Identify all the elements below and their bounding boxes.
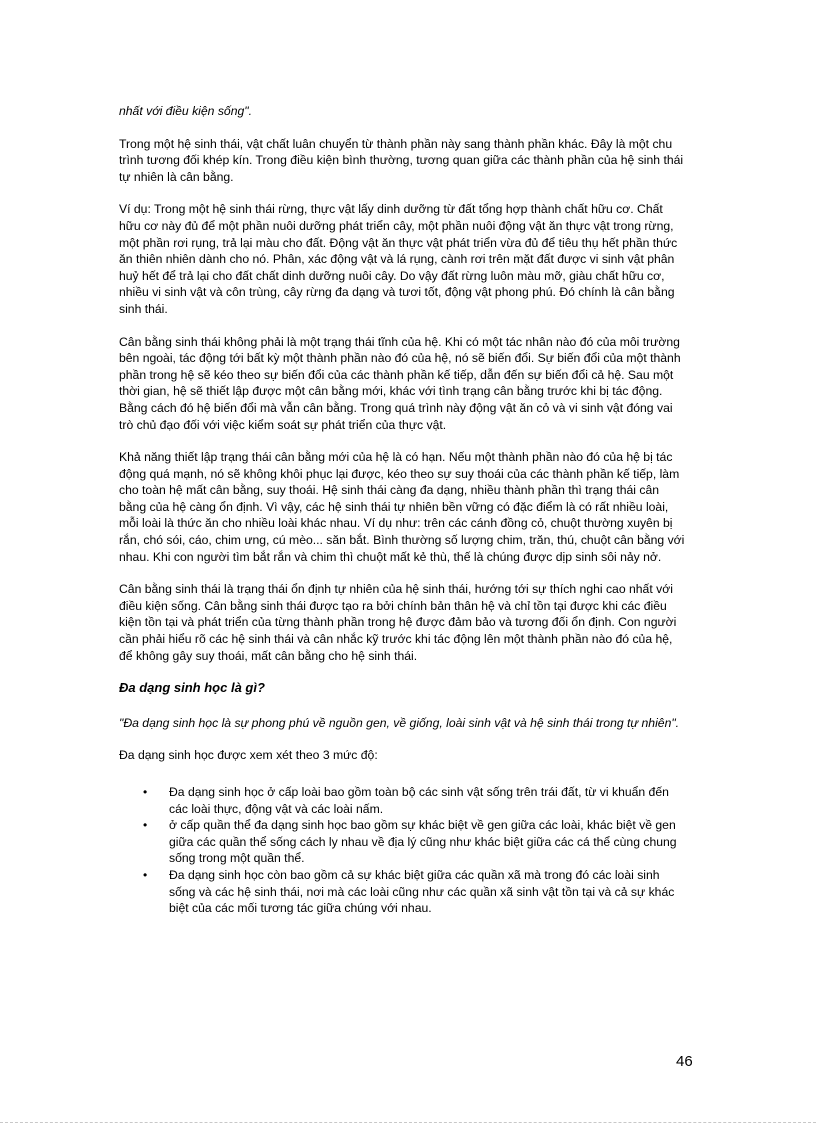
list-item-text: Đa dạng sinh học còn bao gồm cả sự khác biệt giữa các quần xã mà trong đó các loài sinh sống và các hệ sinh thái, nơi mà các loài cũng như các quần xã sinh vật tồn tại và cả sự khác biệt của các mối tương tác giữa chúng với nhau.	[169, 867, 675, 916]
paragraph-cycle: Trong một hệ sinh thái, vật chất luân chuyển từ thành phần này sang thành phần khác. Đây là một chu trình tương đối khép kín. Trong điều kiện bình thường, tương quan giữa các thành phần của hệ sinh thái tự nhiên là cân bằng.	[119, 136, 684, 184]
list-item	[119, 817, 687, 867]
page-content	[119, 103, 687, 917]
list-item	[119, 867, 687, 917]
list-item-text: Đa dạng sinh học ở cấp loài bao gồm toàn bộ các sinh vật sống trên trái đất, từ vi khuẩn đến các loài thực, động vật và các loài nấm.	[169, 785, 669, 816]
paragraph-limited-capacity: Khả năng thiết lập trạng thái cân bằng mới của hệ là có hạn. Nếu một thành phần nào đó của hệ bị tác động quá mạnh, nó sẽ không khôi phục lại được, kéo theo sự suy thoái của các thành phần kế tiếp, làm cho toàn hệ mất cân bằng, suy thoái. Hệ sinh thái càng đa dạng, nhiều thành phần thì trạng thái cân bằng của hệ càng ổn định. Vì vậy, các hệ sinh thái tự nhiên bền vững có đặc điểm là có rất nhiều loài, mỗi loài là thức ăn cho nhiều loài khác nhau. Ví dụ như: trên các cánh đồng cỏ, chuột thường xuyên bị rắn, chó sói, cáo, chim ưng, cú mèo... săn bắt. Bình thường số lượng chim, trăn, thú, chuột cân bằng với nhau. Khi con người tìm bắt rắn và chim thì chuột mất kẻ thù, thế là chúng được dịp sinh sôi nảy nở.	[119, 450, 685, 564]
bullet-icon: •	[143, 818, 148, 833]
levels-intro: Đa dạng sinh học được xem xét theo 3 mức độ:	[119, 748, 378, 763]
bullet-icon: •	[143, 785, 148, 799]
top-fragment: nhất với điều kiện sống".	[119, 104, 252, 118]
paragraph-definition-balance: Cân bằng sinh thái là trạng thái ổn định tự nhiên của hệ sinh thái, hướng tới sự thích nghi cao nhất với điều kiện sống. Cân bằng sinh thái được tạo ra bởi chính bản thân hệ và chỉ tồn tại được khi các điều kiện tồn tại và phát triển của từng thành phần trong hệ được đảm bảo và tương đối ổn định. Con người cần phải hiểu rõ các hệ sinh thái và cân nhắc kỹ trước khi tác động lên một thành phần nào đó của hệ, để không gây suy thoái, mất cân bằng cho hệ sinh thái.	[119, 582, 677, 663]
levels-list	[119, 784, 687, 917]
list-item-text: ở cấp quần thể đa dạng sinh học bao gồm sự khác biệt về gen giữa các loài, khác biệt về gen giữa các quần thể sống cách ly nhau về địa lý cũng như khác biệt giữa các cá thể cùng chung sống trong một quần thể.	[169, 818, 677, 866]
paragraph-forest-example: Ví dụ: Trong một hệ sinh thái rừng, thực vật lấy dinh dưỡng từ đất tổng hợp thành chất hữu cơ. Chất hữu cơ này đủ để một phần nuôi dưỡng phát triển cây, một phần nuôi động vật ăn thực vật trong rừng, một phần rơi rụng, trả lại màu cho đất. Động vật ăn thực vật phát triển vừa đủ để tiêu thụ hết phần thức ăn thiên nhiên dành cho nó. Phân, xác động vật và lá rụng, cành rơi trên mặt đất được vi sinh vật phân huỷ hết để trả lại cho đất chất dinh dưỡng nuôi cây. Do vậy đất rừng luôn màu mỡ, giàu chất hữu cơ, nhiều vi sinh vật và côn trùng, cây rừng đa dạng và tươi tốt, động vật phong phú. Đó chính là cân bằng sinh thái.	[119, 202, 678, 316]
paragraph-dynamic-balance: Cân bằng sinh thái không phải là một trạng thái tĩnh của hệ. Khi có một tác nhân nào đó của môi trường bên ngoài, tác động tới bất kỳ một thành phần nào đó của hệ, nó sẽ biến đổi. Sự biến đổi của một thành phần trong hệ sẽ kéo theo sự biến đổi của các thành phần kế tiếp, dẫn đến sự biến đổi cả hệ. Sau một thời gian, hệ sẽ thiết lập được một cân bằng mới, khác với tình trạng cân bằng trước khi bị tác động. Bằng cách đó hệ biến đổi mà vẫn cân bằng. Trong quá trình này động vật ăn cỏ và vi sinh vật đóng vai trò chủ đạo đối với việc kiểm soát sự phát triển của thực vật.	[119, 334, 681, 432]
list-item	[119, 784, 687, 817]
page-number: 46	[676, 1053, 693, 1070]
section-heading: Đa dạng sinh học là gì?	[119, 680, 265, 696]
biodiversity-definition: "Đa dạng sinh học là sự phong phú về nguồn gen, về giống, loài sinh vật và hệ sinh thái trong tự nhiên".	[119, 715, 680, 730]
bullet-icon: •	[143, 867, 148, 882]
